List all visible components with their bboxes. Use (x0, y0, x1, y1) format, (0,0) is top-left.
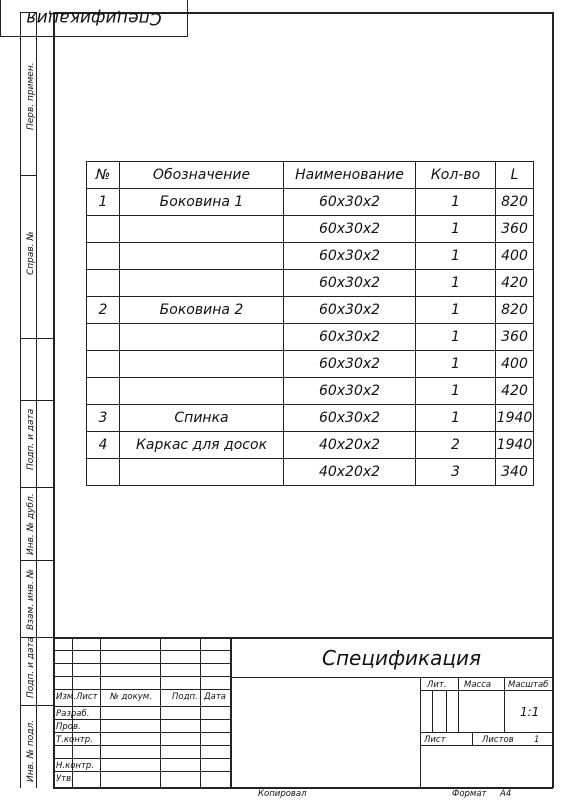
titleblock-line (420, 732, 553, 733)
document-title: Спецификация (322, 646, 482, 670)
titleblock-line (53, 676, 231, 677)
table-body (87, 189, 534, 486)
col-header: № докум. (110, 692, 152, 702)
titleblock-line (100, 637, 101, 788)
titleblock-line (446, 690, 447, 732)
table-cell: 360 (496, 324, 534, 351)
table-cell: 60x30x2 (284, 243, 416, 270)
column-header: Наименование (284, 162, 416, 189)
margin-divider (20, 338, 54, 339)
table-cell: Боковина 1 (120, 189, 284, 216)
copied-label: Копировал (258, 789, 307, 799)
margin-divider (20, 487, 54, 488)
table-cell: 4 (87, 432, 120, 459)
table-cell: 60x30x2 (284, 378, 416, 405)
table-cell: 3 (416, 459, 496, 486)
table-cell (87, 324, 120, 351)
margin-label: Подп. и дата (26, 636, 36, 698)
table-row (87, 432, 534, 459)
spec-table (86, 161, 534, 486)
table-cell: 60x30x2 (284, 351, 416, 378)
frame-border (552, 12, 554, 788)
table-cell (120, 324, 284, 351)
top-stamp (0, 0, 188, 37)
column-header: Обозначение (120, 162, 284, 189)
table-cell: 1 (416, 405, 496, 432)
scale-label: Масштаб (508, 680, 549, 690)
titleblock-line (160, 637, 161, 788)
table-row (87, 270, 534, 297)
margin-divider (20, 705, 54, 706)
titleblock-line (53, 732, 231, 733)
table-cell: Спинка (120, 405, 284, 432)
col-header: Дата (204, 692, 227, 702)
table-row (87, 324, 534, 351)
table-cell (120, 378, 284, 405)
table-cell: 1940 (496, 405, 534, 432)
lit-label: Лит. (427, 680, 447, 690)
titleblock-line (504, 677, 505, 732)
scale-value: 1:1 (520, 705, 540, 719)
table-cell: 360 (496, 216, 534, 243)
titleblock-border (53, 637, 553, 639)
titleblock-line (420, 690, 553, 691)
margin-label: Инв. № дубл. (26, 493, 36, 555)
table-row (87, 189, 534, 216)
column-header: № (87, 162, 120, 189)
table-cell: 1940 (496, 432, 534, 459)
table-cell: 1 (416, 243, 496, 270)
row-label: Пров. (56, 722, 81, 732)
table-cell: 60x30x2 (284, 189, 416, 216)
table-row (87, 243, 534, 270)
margin-divider (20, 175, 36, 176)
table-cell: 1 (416, 216, 496, 243)
table-cell: 40x20x2 (284, 432, 416, 459)
titleblock-line (53, 706, 231, 707)
table-cell: 60x30x2 (284, 270, 416, 297)
table-cell: 1 (416, 324, 496, 351)
table-cell: 60x30x2 (284, 405, 416, 432)
titleblock-line (458, 677, 459, 732)
table-cell: 820 (496, 297, 534, 324)
table-cell: 420 (496, 378, 534, 405)
table-cell: 1 (416, 297, 496, 324)
titleblock-line (53, 745, 231, 746)
table-cell: Каркас для досок (120, 432, 284, 459)
margin-divider (20, 560, 54, 561)
table-cell (120, 216, 284, 243)
titleblock-line (230, 637, 232, 788)
table-row (87, 216, 534, 243)
col-header: Лист (76, 692, 98, 702)
table-row (87, 297, 534, 324)
margin-label: Подп. и дата (26, 408, 36, 470)
format-label: Формат (452, 789, 487, 799)
titleblock-line (53, 719, 231, 720)
column-header: L (496, 162, 534, 189)
table-cell (87, 378, 120, 405)
titleblock-line (53, 758, 231, 759)
sheets-label: Листов (482, 735, 514, 745)
titleblock-line (53, 771, 231, 772)
table-cell: 2 (416, 432, 496, 459)
table-cell: 820 (496, 189, 534, 216)
table-cell (87, 270, 120, 297)
table-cell: Боковина 2 (120, 297, 284, 324)
titleblock-line (53, 689, 231, 690)
table-cell (120, 351, 284, 378)
margin-label: Инв. № подл. (26, 719, 36, 782)
sheets-value: 1 (534, 735, 540, 745)
margin-divider (20, 400, 54, 401)
table-cell: 420 (496, 270, 534, 297)
table-cell: 3 (87, 405, 120, 432)
table-cell: 340 (496, 459, 534, 486)
margin-label: Взам. инв. № (26, 568, 36, 630)
titleblock-line (200, 637, 201, 788)
titleblock-line (472, 732, 473, 745)
table-cell (87, 243, 120, 270)
titleblock-line (432, 690, 433, 732)
table-cell: 1 (416, 351, 496, 378)
table-cell (87, 351, 120, 378)
table-cell: 60x30x2 (284, 297, 416, 324)
table-header-row (87, 162, 534, 189)
table-cell (120, 270, 284, 297)
table-cell: 400 (496, 243, 534, 270)
table-cell: 1 (416, 189, 496, 216)
format-value: A4 (500, 789, 512, 799)
table-cell (87, 459, 120, 486)
col-header: Подп. (172, 692, 198, 702)
table-cell: 1 (416, 378, 496, 405)
table-cell: 60x30x2 (284, 324, 416, 351)
col-header: Изм. (56, 692, 76, 702)
table-cell (120, 459, 284, 486)
table-row (87, 351, 534, 378)
table-cell: 1 (416, 270, 496, 297)
margin-label: Перв. примен. (26, 62, 36, 130)
table-cell: 40x20x2 (284, 459, 416, 486)
table-row (87, 378, 534, 405)
row-label: Утв. (56, 774, 74, 784)
column-header: Кол-во (416, 162, 496, 189)
table-cell (120, 243, 284, 270)
mass-label: Масса (464, 680, 492, 690)
sheet-label: Лист (424, 735, 446, 745)
row-label: Н.контр. (56, 761, 95, 771)
titleblock-line (53, 650, 231, 651)
top-stamp-text: Спецификация (26, 8, 162, 28)
table-cell: 1 (87, 189, 120, 216)
titleblock-line (53, 663, 231, 664)
table-cell: 60x30x2 (284, 216, 416, 243)
titleblock-line (420, 745, 553, 746)
table-row (87, 405, 534, 432)
table-row (87, 459, 534, 486)
table-cell: 2 (87, 297, 120, 324)
table-cell (87, 216, 120, 243)
table-cell: 400 (496, 351, 534, 378)
row-label: Т.контр. (56, 735, 93, 745)
row-label: Разраб. (56, 709, 90, 719)
margin-label: Справ. № (26, 231, 36, 275)
